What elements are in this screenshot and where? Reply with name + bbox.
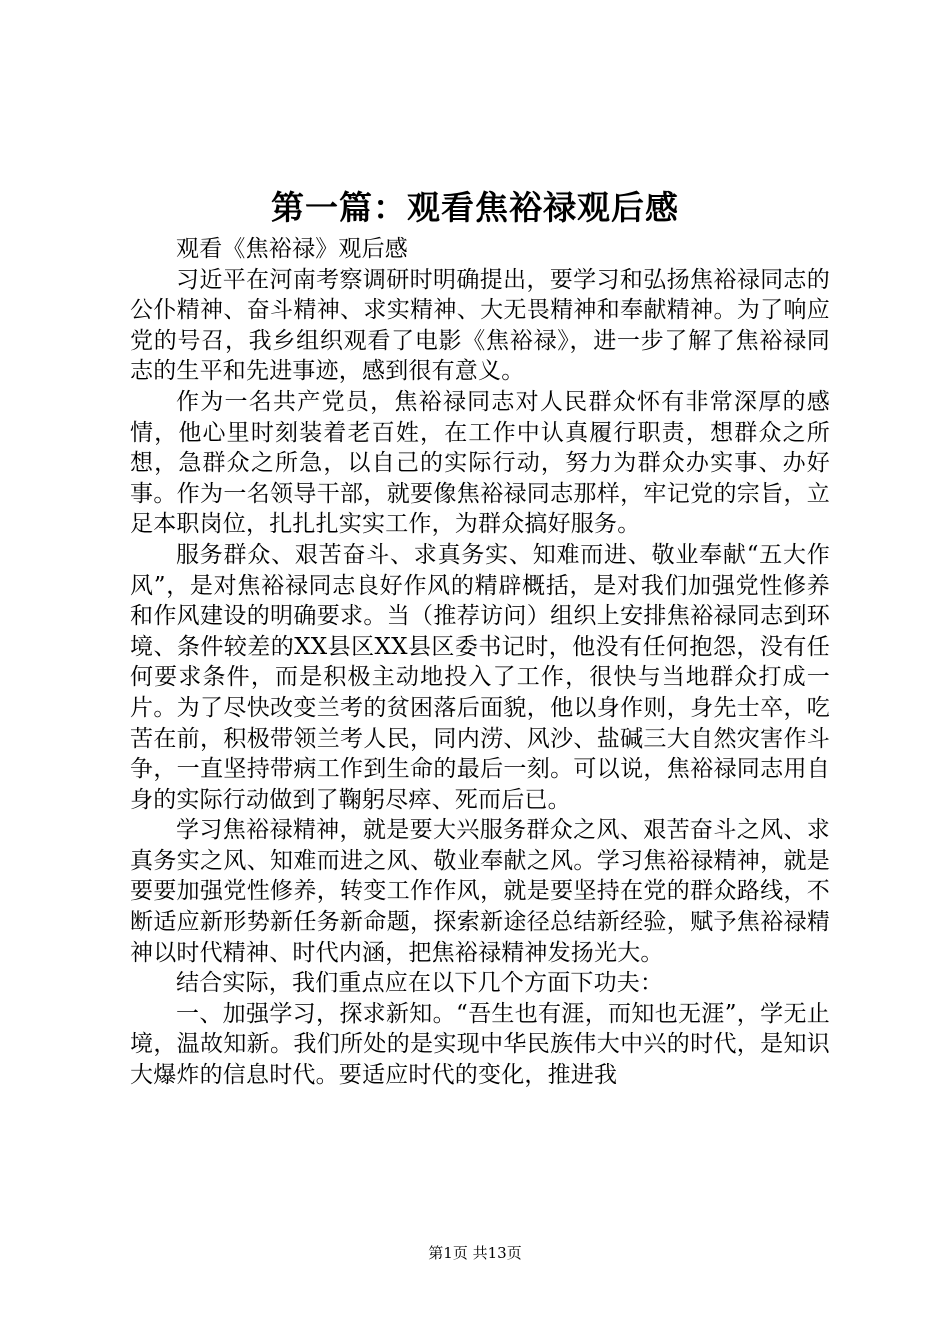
paragraph-subtitle: 观看《焦裕禄》观后感 [176, 236, 408, 262]
page-footer: 第1页 共13页 [428, 1244, 522, 1262]
paragraph: 学习焦裕禄精神，就是要大兴服务群众之风、艰苦奋斗之风、求真务实之风、知难而进之风、敬业奉献之风。学习焦裕禄精神，就是要要加强党性修养，转变工作作风，就是要坚持在党的群众路线，不断适应新形势新任务新命题，探索新途径总结新经验，赋予焦裕禄精神以时代精神、时代内涵，把焦裕禄精神发扬光大。 [130, 817, 830, 966]
paragraph: 习近平在河南考察调研时明确提出，要学习和弘扬焦裕禄同志的公仆精神、奋斗精神、求实精神、大无畏精神和奉献精神。为了响应党的号召，我乡组织观看了电影《焦裕禄》，进一步了解了焦裕禄同志的生平和先进事迹，感到很有意义。 [130, 266, 830, 385]
paragraph: 结合实际，我们重点应在以下几个方面下功夫： [176, 970, 664, 997]
document-title: 第一篇：观看焦裕禄观后感 [271, 188, 679, 227]
paragraph: 一、加强学习，探求新知。“吾生也有涯，而知也无涯”，学无止境，温故知新。我们所处的是实现中华民族伟大中兴的时代，是知识大爆炸的信息时代。要适应时代的变化，推进我 [130, 1000, 830, 1089]
document-body [130, 234, 830, 1091]
paragraph: 作为一名共产党员，焦裕禄同志对人民群众怀有非常深厚的感情，他心里时刻装着老百姓，在工作中认真履行职责，想群众之所想，急群众之所急，以自己的实际行动，努力为群众办实事、办好事。作为一名领导干部，就要像焦裕禄同志那样，牢记党的宗旨，立足本职岗位，扎扎扎实实工作，为群众搞好服务。 [130, 388, 830, 538]
paragraph: 服务群众、艰苦奋斗、求真务实、知难而进、敬业奉献“五大作风”，是对焦裕禄同志良好作风的精辟概括，是对我们加强党性修养和作风建设的明确要求。当（推荐访问）组织上安排焦裕禄同志到环境、条件较差的XX县区XX县区委书记时，他没有任何抱怨，没有任何要求条件，而是积极主动地投入了工作，很快与当地群众打成一片。为了尽快改变兰考的贫困落后面貌，他以身作则，身先士卒，吃苦在前，积极带领兰考人民，同内涝、风沙、盐碱三大自然灾害作斗争，一直坚持带病工作到生命的最后一刻。可以说，焦裕禄同志用自身的实际行动做到了鞠躬尽瘁、死而后已。 [130, 541, 830, 813]
